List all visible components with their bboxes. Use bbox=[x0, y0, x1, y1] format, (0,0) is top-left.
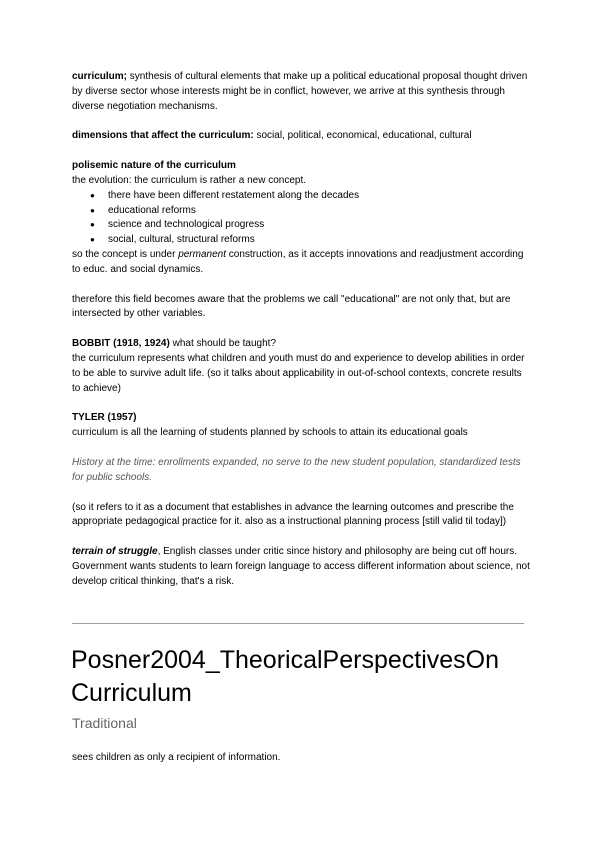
bullet-icon: ● bbox=[90, 205, 95, 215]
traditional-text: sees children as only a recipient of information. bbox=[72, 752, 281, 763]
section-divider bbox=[72, 623, 524, 624]
section-subtitle: Traditional bbox=[72, 715, 137, 731]
dimensions-text: social, political, economical, educational, cultural bbox=[253, 130, 472, 142]
tyler-history: History at the time: enrollments expanded, no serve to the new student population, standardized tests for public schools. bbox=[72, 456, 521, 483]
tyler-text: curriculum is all the learning of students planned by schools to attain its educational goals bbox=[72, 427, 468, 439]
field-awareness-paragraph: therefore this field becomes aware that the problems we call "educational" are not only that, but are intersected by other variables. bbox=[72, 293, 511, 320]
term-terrain-of-struggle: terrain of struggle bbox=[72, 546, 158, 558]
polisemic-intro: the evolution: the curriculum is rather a new concept. bbox=[72, 174, 307, 186]
section-title: Posner2004_TheoricalPerspectivesOn Curriculum bbox=[71, 646, 500, 707]
tyler-section bbox=[72, 411, 530, 530]
polisemic-section bbox=[72, 159, 530, 277]
list-item: ● social, cultural, structural reforms bbox=[108, 233, 530, 248]
concept-paragraph: so the concept is under permanent construction, as it accepts innovations and readjustment according to educ. and social dynamics. bbox=[72, 248, 524, 275]
list-item: ● educational reforms bbox=[108, 204, 530, 219]
term-permanent: permanent bbox=[178, 248, 226, 260]
curriculum-definition-text: synthesis of cultural elements that make up a political educational proposal thought driven by diverse sector whose interests might be in conflict, however, we arrive at this synthesis through diverse negotiation mechanisms. bbox=[72, 71, 528, 112]
tyler-heading: TYLER (1957) bbox=[72, 412, 137, 424]
list-item: ● there have been different restatement along the decades bbox=[108, 189, 530, 204]
list-item: ● science and technological progress bbox=[108, 218, 530, 233]
bobbit-heading: BOBBIT (1918, 1924) bbox=[72, 338, 170, 350]
polisemic-heading: polisemic nature of the curriculum bbox=[72, 160, 236, 172]
tyler-note: (so it refers to it as a document that establishes in advance the learning outcomes and prescribe the appropriate pedagogical practice for it. also as a instructional planning process [still valid til today]) bbox=[72, 501, 514, 528]
terrain-text: , English classes under critic since history and philosophy are being cut off hours. Government wants students to learn foreign language to access different information about science, not develop critical thinking, that's a risk. bbox=[72, 546, 530, 587]
notes-body bbox=[72, 70, 530, 590]
bobbit-text: the curriculum represents what children and youth must do and experience to develop abilities in order to be able to survive adult life. (so it talks about applicability in out-of-school contexts, concrete results to achieve) bbox=[72, 352, 525, 394]
evolution-list bbox=[72, 189, 530, 248]
term-dimensions: dimensions that affect the curriculum: bbox=[72, 130, 254, 142]
bullet-icon: ● bbox=[90, 235, 95, 245]
term-curriculum: curriculum; bbox=[72, 71, 128, 82]
bobbit-question: what should be taught? bbox=[169, 338, 277, 350]
dimensions-paragraph bbox=[72, 129, 530, 144]
terrain-paragraph bbox=[72, 545, 530, 589]
bullet-icon: ● bbox=[90, 220, 95, 230]
bullet-icon: ● bbox=[90, 190, 95, 200]
bobbit-heading-line bbox=[72, 337, 530, 352]
bobbit-section bbox=[72, 337, 530, 396]
curriculum-definition bbox=[72, 70, 530, 114]
